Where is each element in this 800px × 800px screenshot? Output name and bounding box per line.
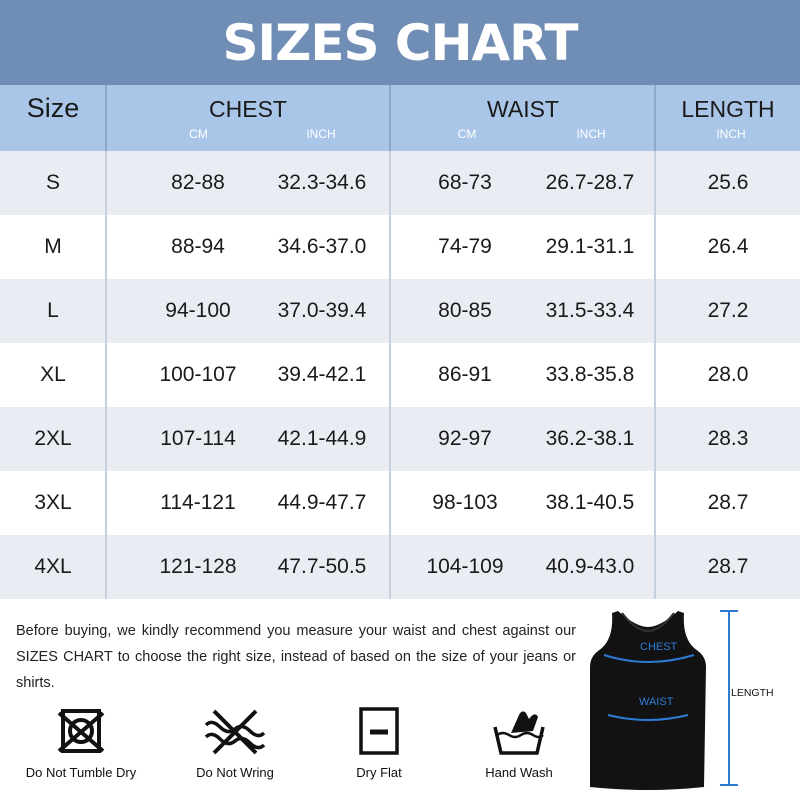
waist-cm-subheader: CM [457, 127, 477, 141]
chest-cm-subheader: CM [189, 127, 208, 141]
length-cap-bottom [720, 784, 738, 786]
cell-chest-cm: 94-100 [165, 299, 231, 322]
table-row [0, 343, 800, 407]
cell-waist-cm: 74-79 [438, 235, 492, 258]
cell-chest-cm: 88-94 [171, 235, 225, 258]
table-row [0, 471, 800, 535]
table-header [0, 85, 800, 151]
cell-waist-in: 33.8-35.8 [545, 363, 635, 386]
cell-chest-in: 47.7-50.5 [277, 555, 367, 578]
length-measure-line [728, 610, 730, 786]
size-header: Size [26, 93, 80, 123]
cell-length-in: 28.7 [707, 491, 749, 514]
cell-size: XL [40, 363, 66, 386]
length-header-cell [656, 85, 800, 151]
chest-diagram-label: CHEST [640, 641, 678, 653]
column-divider [389, 279, 391, 343]
cell-waist-cm: 98-103 [432, 491, 498, 514]
cell-length-in: 25.6 [707, 171, 749, 194]
cell-waist-cm: 104-109 [426, 555, 504, 578]
cell-chest-in: 39.4-42.1 [277, 363, 367, 386]
size-chart-table [0, 85, 800, 599]
title-banner [0, 0, 800, 85]
do-not-wring-icon [202, 705, 268, 757]
table-row [0, 535, 800, 599]
table-body [0, 151, 800, 599]
cell-size: 2XL [34, 427, 72, 450]
cell-chest-in: 34.6-37.0 [277, 235, 367, 258]
cell-waist-in: 38.1-40.5 [545, 491, 635, 514]
cell-waist-in: 31.5-33.4 [545, 299, 635, 322]
cell-waist-cm: 80-85 [438, 299, 492, 322]
cell-chest-cm: 107-114 [160, 427, 236, 450]
waist-inch-subheader: INCH [576, 127, 606, 141]
column-divider [389, 215, 391, 279]
table-row [0, 151, 800, 215]
column-divider [105, 279, 107, 343]
length-inch-subheader: INCH [716, 127, 746, 141]
care-hand-wash [454, 705, 584, 780]
cell-chest-in: 32.3-34.6 [277, 171, 367, 194]
cell-waist-in: 36.2-38.1 [545, 427, 635, 450]
page-title: SIZES CHART [222, 13, 578, 72]
waist-diagram-label: WAIST [639, 696, 674, 708]
column-divider [654, 471, 656, 535]
chest-header: CHEST [209, 96, 287, 122]
column-divider [654, 343, 656, 407]
column-divider [105, 215, 107, 279]
column-divider [389, 407, 391, 471]
length-cap-top [720, 610, 738, 612]
column-divider [105, 535, 107, 599]
length-diagram-label: LENGTH [731, 687, 774, 699]
chest-header-cell [106, 85, 390, 151]
cell-length-in: 28.7 [707, 555, 749, 578]
cell-waist-in: 29.1-31.1 [545, 235, 635, 258]
waist-header: WAIST [487, 96, 559, 122]
table-row [0, 279, 800, 343]
column-divider [389, 151, 391, 215]
care-do-not-tumble-dry [16, 705, 146, 780]
measure-advice: Before buying, we kindly recommend you measure your waist and chest against our SIZES CHART to choose the right size, instead of based on the size of your jeans or shirts. [16, 623, 576, 691]
cell-length-in: 26.4 [707, 235, 749, 258]
care-label: Do Not Wring [196, 765, 274, 780]
care-label: Do Not Tumble Dry [25, 765, 137, 780]
cell-length-in: 28.3 [707, 427, 749, 450]
cell-chest-in: 44.9-47.7 [277, 491, 367, 514]
length-header: LENGTH [681, 96, 775, 122]
care-do-not-wring [170, 705, 300, 780]
chest-inch-subheader: INCH [306, 127, 336, 141]
cell-chest-cm: 121-128 [159, 555, 237, 578]
cell-waist-cm: 68-73 [438, 171, 492, 194]
size-header-cell [0, 85, 106, 151]
cell-waist-cm: 92-97 [438, 427, 492, 450]
column-divider [654, 535, 656, 599]
column-divider [389, 535, 391, 599]
care-dry-flat [314, 705, 444, 780]
measure-lines [578, 607, 718, 727]
cell-length-in: 28.0 [707, 363, 749, 386]
cell-waist-in: 40.9-43.0 [545, 555, 635, 578]
column-divider [654, 215, 656, 279]
cell-waist-in: 26.7-28.7 [545, 171, 635, 194]
dry-flat-icon [351, 705, 407, 757]
column-divider [389, 343, 391, 407]
column-divider [654, 151, 656, 215]
care-label: Hand Wash [485, 765, 553, 780]
column-divider [105, 151, 107, 215]
cell-size: L [47, 299, 59, 322]
cell-chest-cm: 82-88 [171, 171, 225, 194]
column-divider [654, 407, 656, 471]
care-label: Dry Flat [356, 765, 402, 780]
column-divider [389, 471, 391, 535]
table-row [0, 215, 800, 279]
column-divider [105, 407, 107, 471]
cell-size: S [45, 171, 60, 194]
cell-chest-in: 37.0-39.4 [277, 299, 367, 322]
cell-chest-in: 42.1-44.9 [277, 427, 367, 450]
do-not-tumble-dry-icon [53, 705, 109, 757]
cell-size: M [44, 235, 62, 258]
table-row [0, 407, 800, 471]
info-section [0, 597, 800, 800]
column-divider [105, 343, 107, 407]
column-divider [654, 279, 656, 343]
cell-length-in: 27.2 [707, 299, 749, 322]
cell-waist-cm: 86-91 [438, 363, 492, 386]
cell-size: 4XL [34, 555, 72, 578]
column-divider [105, 471, 107, 535]
cell-chest-cm: 100-107 [159, 363, 237, 386]
hand-wash-icon [489, 705, 549, 757]
waist-header-cell [391, 85, 655, 151]
cell-chest-cm: 114-121 [160, 491, 236, 514]
vest-diagram [578, 607, 778, 797]
cell-size: 3XL [34, 491, 72, 514]
